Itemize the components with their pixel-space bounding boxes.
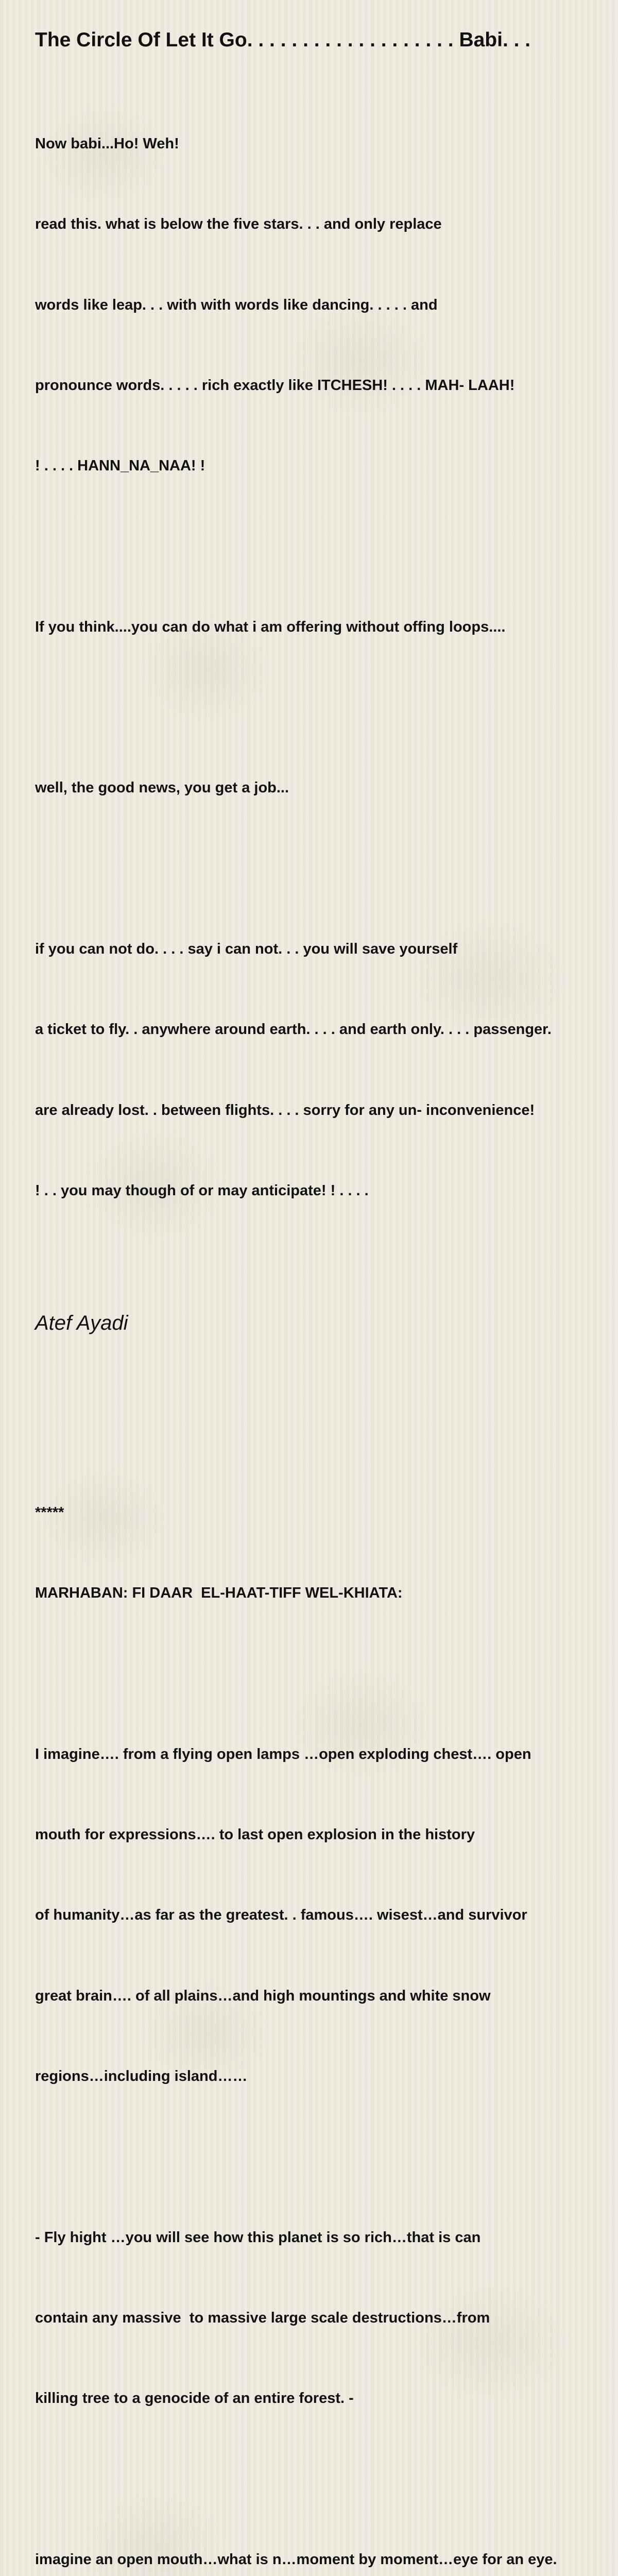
poem-line [35,1660,618,1687]
poem-line: ! . . . . HANN_NA_NAA! ! [35,457,205,474]
poem-line: of humanity…as far as the greatest. . famous…. wisest…and survivor [35,1907,527,1924]
poem-line [35,1419,618,1446]
poem-line: read this. what is below the five stars. . . and only replace [35,216,442,233]
poem-line: mouth for expressions…. to last open explosion in the history [35,1826,475,1843]
poem-line: regions…including island…… [35,2067,248,2084]
poem-line: I imagine…. from a flying open lamps …open exploding chest…. open [35,1745,531,1762]
poem-line [35,855,618,882]
poem-line: MARHABAN: FI DAAR EL-HAAT-TIFF WEL-KHIATA: [35,1585,403,1602]
poem-line: ! . . you may though of or may anticipate! ! . . . . [35,1182,369,1199]
poem-line: - Fly hight …you will see how this planet is so rich…that is can [35,2229,481,2246]
poem-line: words like leap. . . with with words like dancing. . . . . and [35,296,438,313]
poem-line: a ticket to fly. . anywhere around earth. . . . and earth only. . . . passenger. [35,1021,552,1038]
poem-title: The Circle Of Let It Go. . . . . . . . . . . . . . . . . . . Babi. . . [35,29,531,51]
poem-line: killing tree to a genocide of an entire forest. - [35,2390,354,2407]
poem-line [35,2143,618,2170]
poem-line [35,533,618,560]
poem-line [35,1338,618,1365]
poem-line: are already lost. . between flights. . . . sorry for any un- inconvenience! [35,1101,535,1118]
poem-line [35,1258,618,1284]
poem-line: great brain…. of all plains…and high mountings and white snow [35,1987,491,2004]
poem-line: if you can not do. . . . say i can not. . . you will save yourself [35,941,458,957]
poem-line [35,694,618,721]
poem-line: Now babi...Ho! Weh! [35,135,179,152]
poem-line [35,2465,618,2492]
poem-line: imagine an open mouth…what is n…moment by moment…eye for an eye. [35,2551,557,2568]
poem-line: pronounce words. . . . . rich exactly like ITCHESH! . . . . MAH- LAAH! [35,377,515,394]
poem-line: ***** [35,1504,64,1521]
poem-line: well, the good news, you get a job... [35,779,289,796]
poem-line: contain any massive to massive large scale destructions…from [35,2309,490,2326]
poem-line: If you think....you can do what i am offering without offing loops.... [35,618,506,635]
author-signature: Atef Ayadi [35,1312,128,1334]
